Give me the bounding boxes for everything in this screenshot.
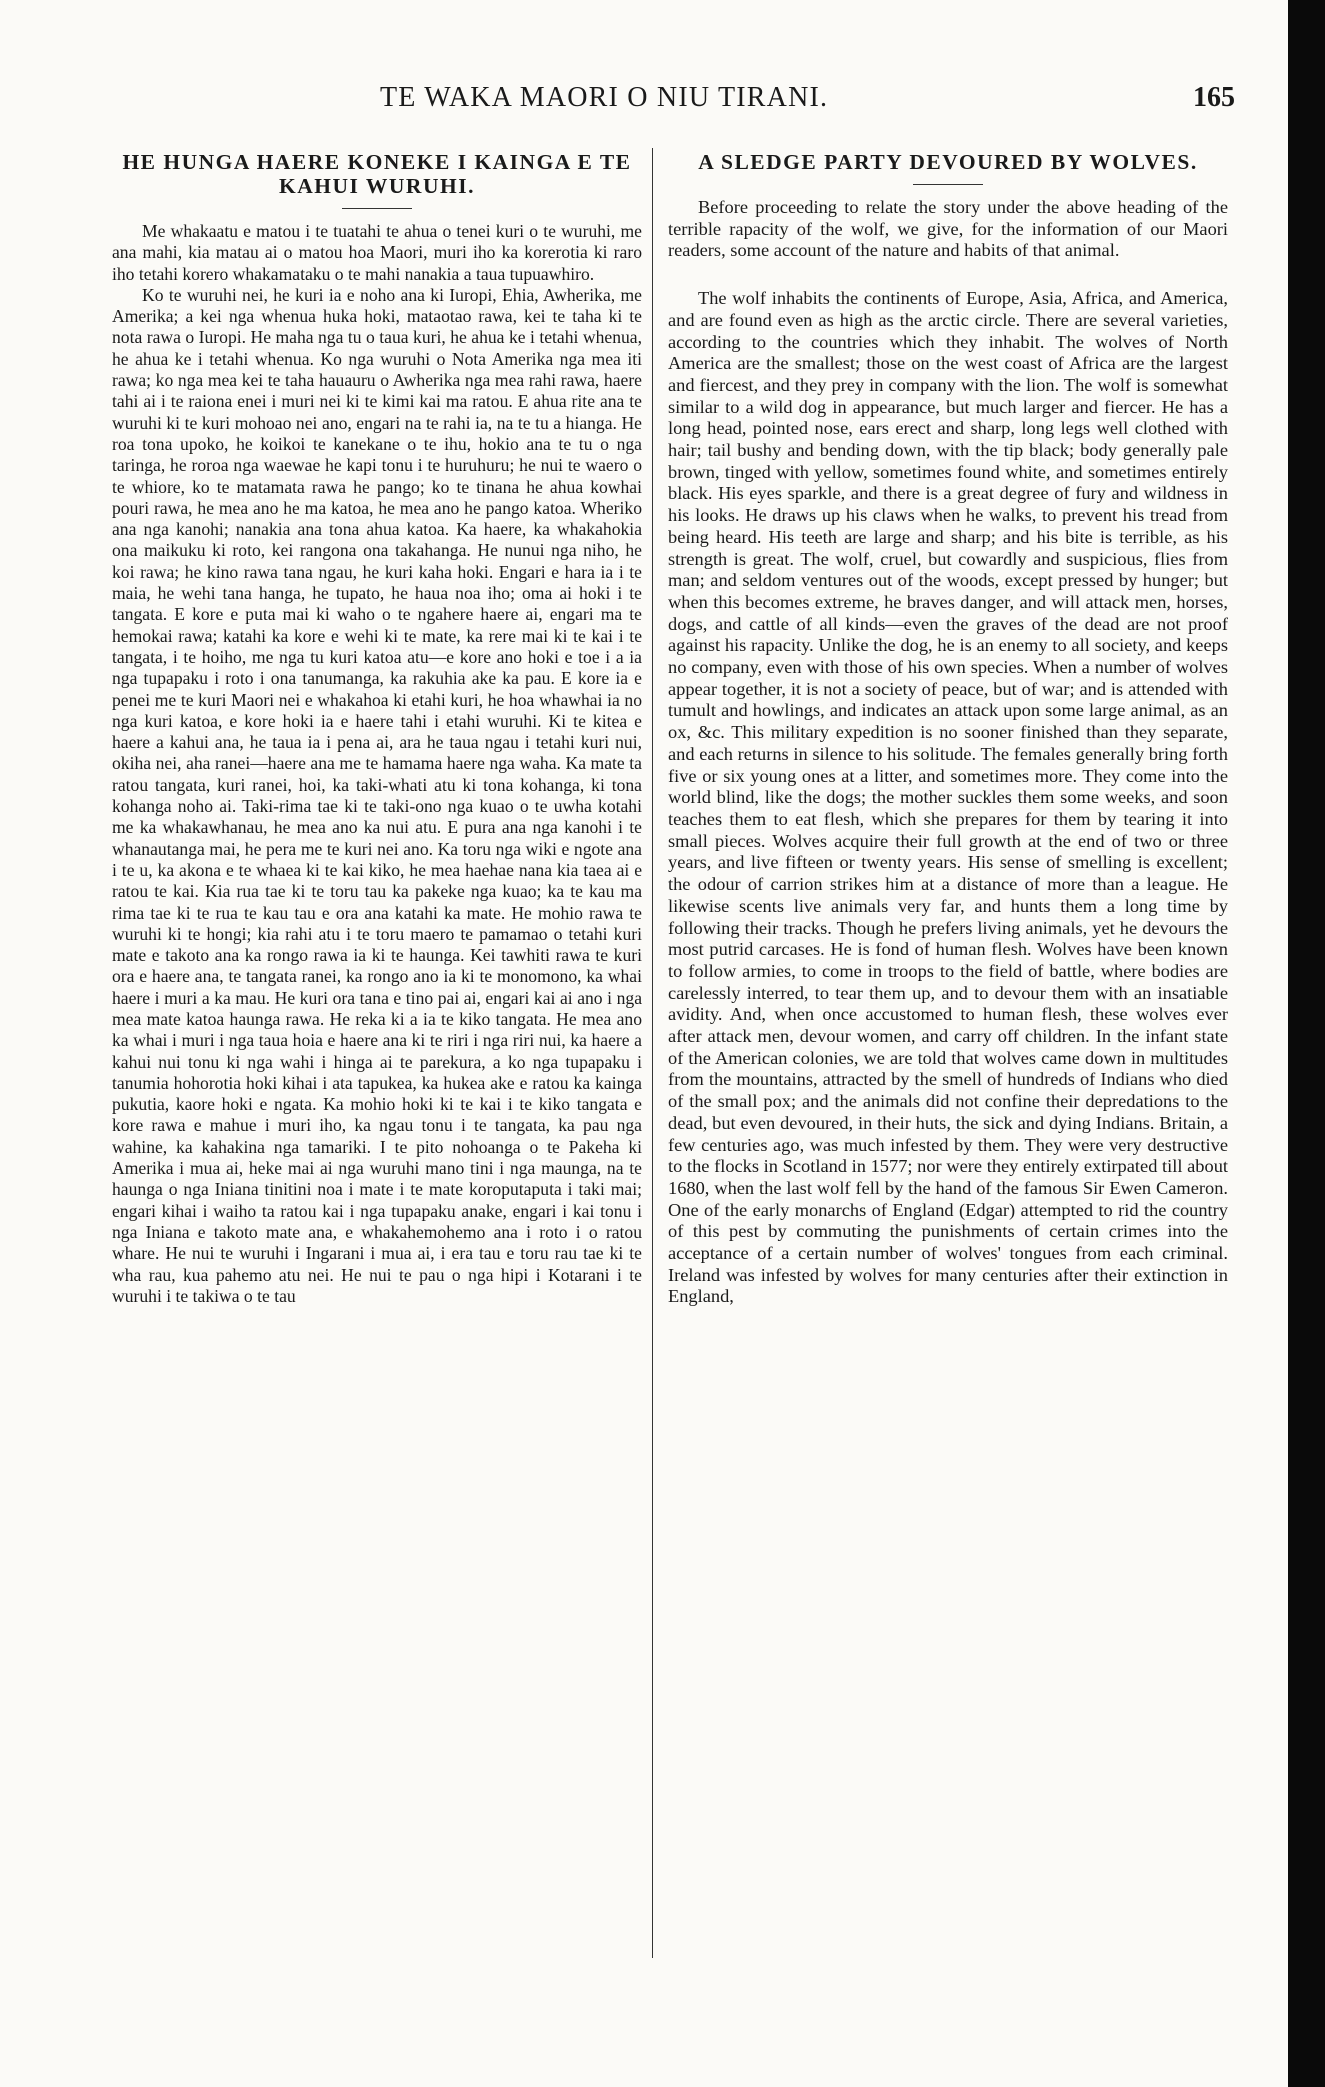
- left-article-heading: HE HUNGA HAERE KONEKE I KAINGA E TE KAHUI WURUHI.: [122, 150, 632, 198]
- running-title: TE WAKA MAORI O NIU TIRANI.: [380, 82, 829, 113]
- heading-rule: [342, 208, 412, 209]
- left-column-maori: [112, 150, 642, 1307]
- right-article-heading: A SLEDGE PARTY DEVOURED BY WOLVES.: [698, 150, 1198, 174]
- scan-edge: [1288, 0, 1325, 2087]
- heading-rule: [913, 184, 983, 185]
- left-paragraph-1: Me whakaatu e matou i te tuatahi te ahua o tenei kuri o te wuruhi, me ana mahi, kia matau ai o matou hoa Maori, muri iho ka korerotia ki raro iho tetahi korero whakamataku o te mahi nanakia a taua tupuawhiro.: [112, 221, 642, 284]
- right-paragraph-1: Before proceeding to relate the story under the above heading of the terrible rapacity of the wolf, we give, for the information of our Maori readers, some account of the nature and habits of that animal.: [668, 197, 1228, 261]
- running-head: [60, 82, 1235, 122]
- page-number: 165: [1193, 82, 1235, 113]
- column-divider: [652, 148, 653, 1958]
- right-column-english: [668, 150, 1228, 1308]
- right-paragraph-2: The wolf inhabits the continents of Europe, Asia, Africa, and America, and are found even as high as the arctic circle. There are several varieties, according to the countries which they inhabit. The wolves of North America are the smallest; those on the west coast of Africa are the largest and fiercest, and they prey in company with the lion. The wolf is somewhat similar to a wild dog in appearance, but much larger and fiercer. He has a long head, pointed nose, ears erect and sharp, long legs well clothed with hair; tail bushy and bending down, with the tip black; body generally pale brown, tinged with yellow, sometimes found white, and sometimes entirely black. His eyes sparkle, and there is a great degree of fury and wildness in his looks. He draws up his claws when he walks, to prevent his tread from being heard. His teeth are large and sharp; and his bite is terrible, as his strength is great. The wolf, cruel, but cowardly and suspicious, flies from man; and seldom ventures out of the woods, except pressed by hunger; but when this becomes extreme, he braves danger, and will attack men, horses, dogs, and cattle of all kinds—even the graves of the dead are not proof against his rapacity. Unlike the dog, he is an enemy to all society, and keeps no company, even with those of his own species. When a number of wolves appear together, it is not a society of peace, but of war; and is attended with tumult and howlings, and indicates an attack upon some large animal, as an ox, &c. This military expedition is no sooner finished than they separate, and each returns in silence to his solitude. The females generally bring forth five or six young ones at a litter, and sometimes more. They come into the world blind, like the dogs; the mother suckles them some weeks, and soon teaches them to eat flesh, which she prepares for them by tearing it into small pieces. Wolves acquire their full growth at the end of two or three years, and live fifteen or twenty years. His sense of smelling is excellent; the odour of carrion strikes him at a distance of more than a league. He likewise scents live animals very far, and hunts them a long time by following their tracks. Though he prefers living animals, yet he devours the most putrid carcases. He is fond of human flesh. Wolves have been known to follow armies, to come in troops to the field of battle, where bodies are carelessly interred, to tear them up, and to devour them with an insatiable avidity. And, when once accustomed to human flesh, these wolves ever after attack men, devour women, and carry off children. In the infant state of the American colonies, we are told that wolves came down in multitudes from the mountains, attracted by the smell of hundreds of Indians who died of the small pox; and the animals did not confine their depredations to the dead, but even devoured, in their huts, the sick and dying Indians. Britain, a few centuries ago, was much infested by them. They were very destructive to the flocks in Scotland in 1577; nor were they entirely extirpated till about 1680, when the last wolf fell by the hand of the famous Sir Ewen Cameron. One of the early monarchs of England (Edgar) attempted to rid the country of this pest by commuting the punishments of certain crimes into the acceptance of a certain number of wolves' tongues from each criminal. Ireland was infested by wolves for many centuries after their extinction in England,: [668, 288, 1228, 1307]
- paragraph-gap: [668, 262, 1228, 288]
- left-paragraph-2: Ko te wuruhi nei, he kuri ia e noho ana ki Iuropi, Ehia, Awherika, me Amerika; a kei nga whenua huka hoki, mataotao rawa, kei te taha ki te nota rawa o Iuropi. He maha nga tu o taua kuri, he ahua ke i tetahi whenua, he ahua ke i tetahi whenua. Ko nga wuruhi o Nota Amerika nga mea iti rawa; ko nga mea kei te taha hauauru o Awherika nga mea rahi rawa, haere tahi ai i te raiona enei i muri nei ki te kimi kai ma ratou. E ahua rite ana te wuruhi ki te kuri mohoao nei ano, engari na te rahi ia, na te tu a hianga. He roa tona upoko, he koikoi te kanekane o te ihu, hokio ana te tu o nga taringa, he roroa nga waewae he kapi tonu i te huruhuru; he nui te waero o te whiore, ko te matamata rawa he pango; ko te tinana he ahua kowhai pouri rawa, he mea ano he ma katoa, he mea ano he pango katoa. Wheriko ana nga kanohi; nanakia ana tona ahua katoa. Ka haere, ka whakahokia ona maikuku ki roto, kei rangona ona takahanga. He nunui nga niho, he koi rawa; he kino rawa tana ngau, he kuri kaha hoki. Engari e hara ia i te maia, he wehi tana hanga, he tupato, he haua noa iho; oma ai hoki i te tangata. E kore e puta mai ki waho o te ngahere haere ai, engari ma te hemokai rawa; katahi ka kore e wehi ki te mate, ka rere mai ki te kai i te tangata, i te hoiho, me nga tu kuri katoa atu—e kore ano hoki e toe i a ia nga tupapaku i roto i ona tanumanga, ka rakuhia ake ka pau. E kore ia e penei me te kuri Maori nei e whakahoa ki etahi kuri, he hoa whawhai ia no nga kuri katoa, e kore hoki ia e haere tahi i etahi wuruhi. Ki te kitea e haere a kahui ana, he taua ia i pena ai, ara he taua ngau i tetahi kuri nui, okiha nei, aha ranei—haere ana me te hamama haere nga waha. Ka mate ta ratou tangata, kuri ranei, hoi, ka taki-whati atu ki tona kohanga, ki tona kohanga noho ai. Taki-rima tae ki te taki-ono nga kuao o te uwha kotahi me ka whakawhanau, he mea ano ka nui atu. E pura ana nga kanohi i te whanautanga mai, he pera me te kuri nei ano. Ka toru nga wiki e ngote ana i te u, ka akona e te whaea ki te kai kiko, he mea haehae nana kia taea ai e ratou te kai. Kia rua tae ki te toru tau ka pakeke nga kuao; ka te kau ma rima tae ki te rua te kau tau e ora ana katahi ka mate. He mohio rawa te wuruhi ki te hongi; kia rahi atu i te toru maero te pamamao o tetahi kuri mate e takoto ana ka rongo rawa ia ki te haunga. Kei tawhiti rawa te kuri ora e haere ana, te tangata ranei, ka rongo ano ia ki te monomono, ka whai haere i muri a ka mau. He kuri ora tana e tino pai ai, engari kai ai ano i nga mea mate katoa haunga rawa. He reka ki a ia te kiko tangata. He mea ano ka whai i muri i nga taua hoia e haere ana ki te riri i nga riri nui, ka haere a kahui nui tonu ki nga wahi i hinga ai te parekura, a ko nga tupapaku i tanumia hohorotia hoki kihai i ata tapukea, ka hukea ake e ratou ka kainga pukutia, kaore hoki e ngata. Ka mohio hoki ki te kai i te kiko tangata e kore rawa e mahue i muri iho, ka ngau tonu i te tangata, ka pau nga wahine, ka kahakina nga tamariki. I te pito nohoanga o te Pakeha ki Amerika i mua ai, heke mai ai nga wuruhi mano tini i nga maunga, na te haunga o nga Iniana tinitini noa i mate i te mate koroputaputa i taki mai; engari kihai i waiho ta ratou kai i nga tupapaku anake, engari i kai tonu i nga Iniana e takoto mate ana, e whakahemohemo ana i roto i o ratou whare. He nui te wuruhi i Ingarani i mua ai, i era tau e toru rau tae ki te wha rau, kua pahemo atu nei. He nui te pau o nga hipi i Kotarani i te wuruhi i te takiwa o te tau: [112, 284, 642, 1306]
